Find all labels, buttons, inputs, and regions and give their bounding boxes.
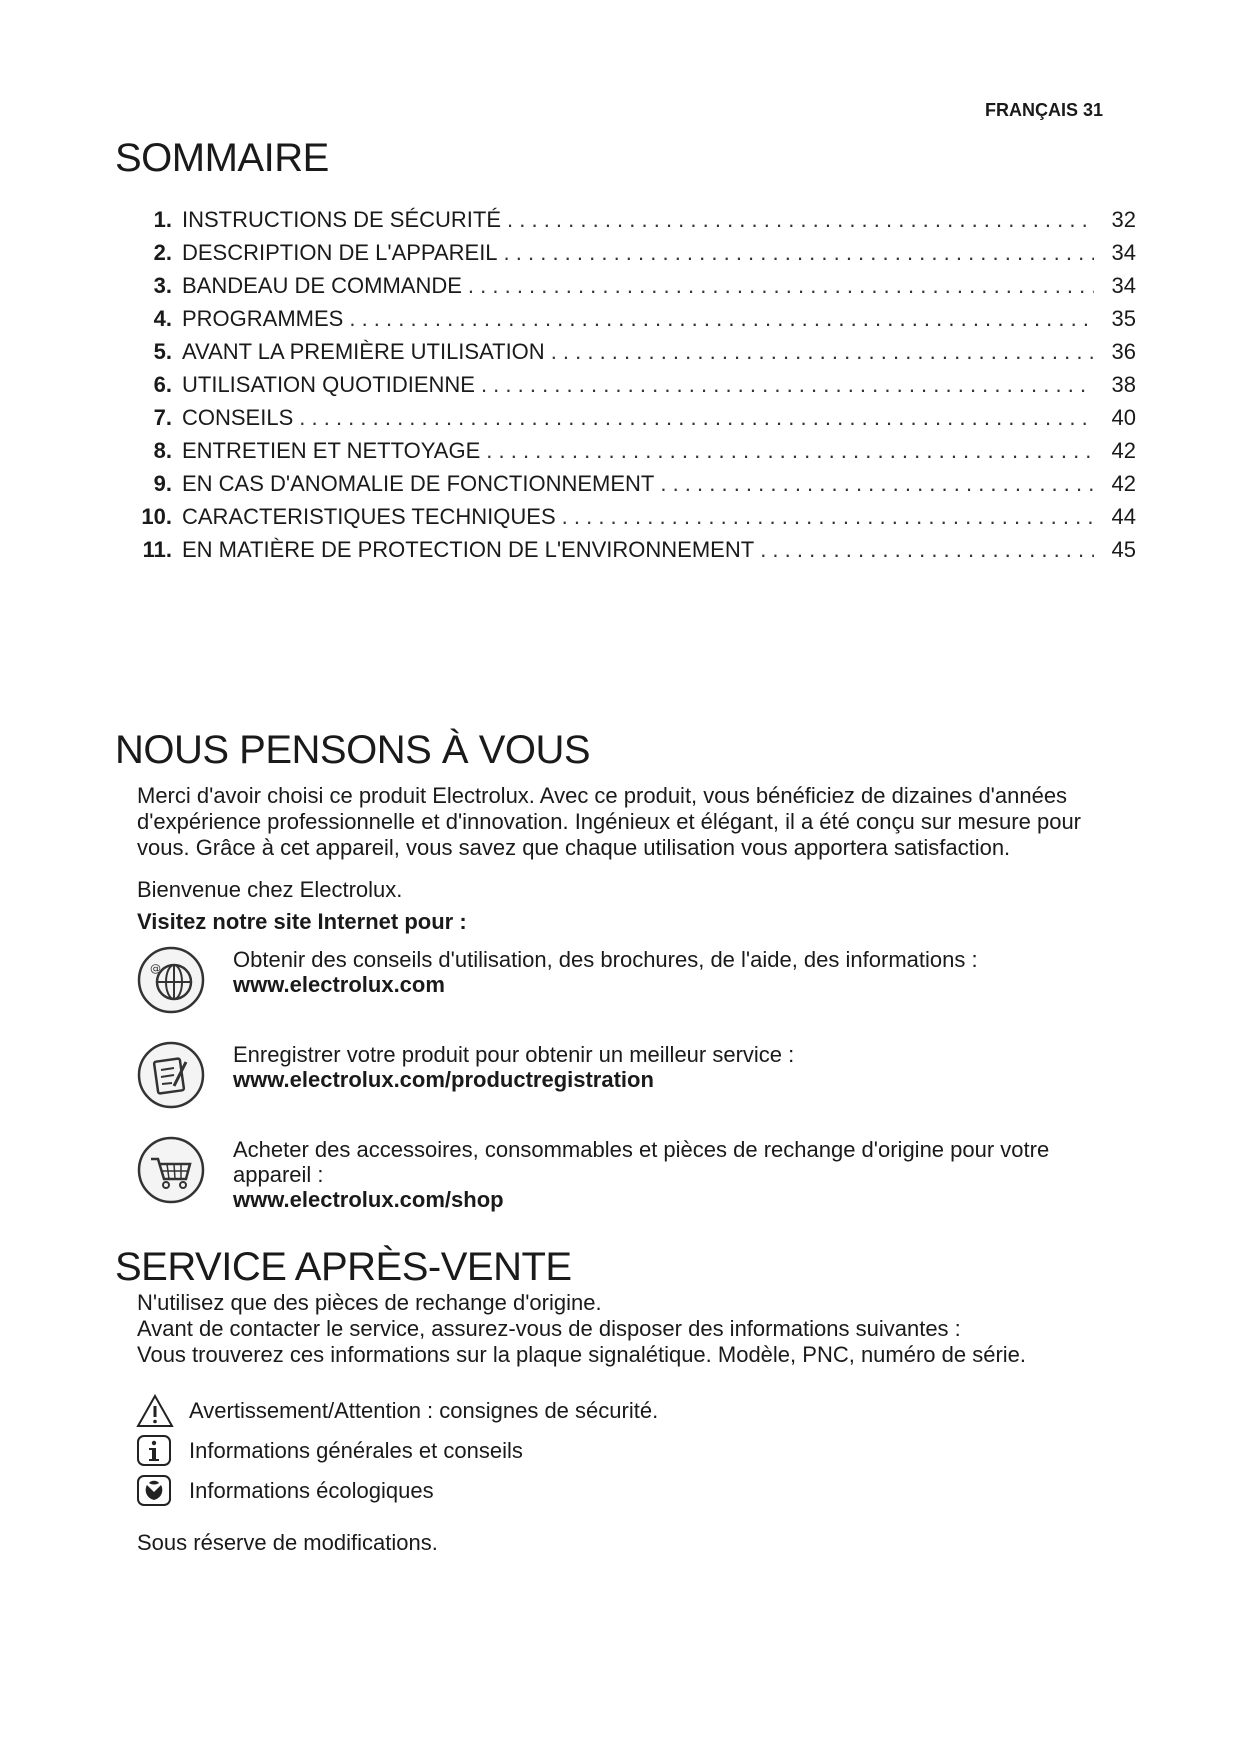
- website-links: [136, 945, 1136, 1230]
- toc-number: 1.: [153, 207, 172, 232]
- link-item-registration: [136, 1040, 1136, 1135]
- link-description: Acheter des accessoires, consommables et pièces de rechange d'origine pour votre appareil :: [233, 1137, 1050, 1187]
- toc-leader-dots: [486, 434, 1094, 467]
- toc-number: 3.: [153, 273, 172, 298]
- toc-label: ENTRETIEN ET NETTOYAGE: [182, 438, 481, 463]
- toc-number: 11.: [142, 537, 172, 562]
- about-section: [137, 783, 1137, 951]
- toc-number: 2.: [153, 240, 172, 265]
- toc-page-number: 36: [1111, 339, 1136, 364]
- legend-text: Avertissement/Attention : consignes de sécurité.: [189, 1398, 659, 1423]
- toc-label: INSTRUCTIONS DE SÉCURITÉ: [182, 207, 502, 232]
- intro-paragraph: Merci d'avoir choisi ce produit Electrolux. Avec ce produit, vous bénéficiez de dizaines d'années d'expérience professionnelle et d'innovation. Ingénieux et élégant, il a été conçu sur mesure pour vous. Grâce à cet appareil, vous savez que chaque utilisation vous apportera satisfaction.: [137, 783, 1082, 860]
- toc-page-number: 42: [1111, 438, 1136, 463]
- website-link[interactable]: www.electrolux.com: [233, 972, 445, 997]
- legend-item-eco: [136, 1474, 1036, 1514]
- about-title: NOUS PENSONS À VOUS: [115, 728, 591, 772]
- toc-number: 10.: [141, 504, 172, 529]
- toc-page-number: 38: [1111, 372, 1136, 397]
- toc-label: EN MATIÈRE DE PROTECTION DE L'ENVIRONNEMENT: [182, 537, 755, 562]
- shop-link[interactable]: www.electrolux.com/shop: [233, 1187, 504, 1212]
- toc-number: 4.: [153, 306, 172, 331]
- toc-page-number: 42: [1111, 471, 1136, 496]
- link-item-shop: [136, 1135, 1136, 1230]
- toc-label: AVANT LA PREMIÈRE UTILISATION: [182, 339, 545, 364]
- legend-item-warning: [136, 1394, 1036, 1434]
- toc-leader-dots: [551, 335, 1094, 368]
- globe-icon: [136, 945, 206, 1015]
- toc-leader-dots: [760, 533, 1094, 566]
- link-item-support: [136, 945, 1136, 1040]
- toc-title: SOMMAIRE: [115, 136, 329, 180]
- toc-label: DESCRIPTION DE L'APPAREIL: [182, 240, 498, 265]
- visit-heading: Visitez notre site Internet pour :: [137, 909, 467, 934]
- toc-number: 5.: [153, 339, 172, 364]
- toc-leader-dots: [660, 467, 1094, 500]
- toc-leader-dots: [299, 401, 1094, 434]
- toc-page-number: 32: [1111, 207, 1136, 232]
- warning-icon: [136, 1394, 174, 1428]
- page-header: FRANÇAIS 31: [984, 100, 1103, 120]
- toc-label: CONSEILS: [182, 405, 294, 430]
- info-icon: [136, 1434, 174, 1468]
- toc-item[interactable]: [130, 500, 1136, 533]
- disclaimer: Sous réserve de modifications.: [137, 1530, 438, 1555]
- legend-item-info: [136, 1434, 1036, 1474]
- toc-leader-dots: [349, 302, 1094, 335]
- registration-link[interactable]: www.electrolux.com/productregistration: [233, 1067, 654, 1092]
- svg-text:@: @: [150, 962, 161, 975]
- toc-label: UTILISATION QUOTIDIENNE: [182, 372, 475, 397]
- registration-icon: [136, 1040, 206, 1110]
- toc-label: BANDEAU DE COMMANDE: [182, 273, 462, 298]
- service-line: Vous trouverez ces informations sur la plaque signalétique. Modèle, PNC, numéro de série.: [137, 1342, 1027, 1367]
- toc-leader-dots: [468, 269, 1094, 302]
- legend-text: Informations écologiques: [189, 1478, 434, 1503]
- toc-page-number: 34: [1111, 273, 1136, 298]
- toc-label: PROGRAMMES: [182, 306, 344, 331]
- toc-item[interactable]: [130, 269, 1136, 302]
- toc-item[interactable]: [130, 467, 1136, 500]
- toc-number: 6.: [153, 372, 172, 397]
- toc-page-number: 44: [1111, 504, 1136, 529]
- toc-leader-dots: [562, 500, 1094, 533]
- toc-item[interactable]: [130, 335, 1136, 368]
- toc-leader-dots: [504, 236, 1094, 269]
- shopping-cart-icon: [136, 1135, 206, 1205]
- toc-item[interactable]: [130, 401, 1136, 434]
- toc-number: 7.: [153, 405, 172, 430]
- eco-icon: [136, 1474, 174, 1508]
- toc-label: EN CAS D'ANOMALIE DE FONCTIONNEMENT: [182, 471, 655, 496]
- toc-leader-dots: [481, 368, 1094, 401]
- toc-item[interactable]: [130, 368, 1136, 401]
- table-of-contents: [130, 203, 1136, 566]
- toc-item[interactable]: [130, 533, 1136, 566]
- link-description: Enregistrer votre produit pour obtenir un meilleur service :: [233, 1042, 795, 1067]
- service-line: N'utilisez que des pièces de rechange d'origine.: [137, 1290, 602, 1315]
- toc-page-number: 40: [1111, 405, 1136, 430]
- toc-number: 8.: [153, 438, 172, 463]
- toc-page-number: 34: [1111, 240, 1136, 265]
- toc-label: CARACTERISTIQUES TECHNIQUES: [182, 504, 556, 529]
- symbol-legend: [136, 1394, 1036, 1514]
- service-section: [137, 1290, 1137, 1368]
- toc-page-number: 35: [1111, 306, 1136, 331]
- link-description: Obtenir des conseils d'utilisation, des brochures, de l'aide, des informations :: [233, 947, 978, 972]
- legend-text: Informations générales et conseils: [189, 1438, 523, 1463]
- toc-item[interactable]: [130, 434, 1136, 467]
- toc-item[interactable]: [130, 236, 1136, 269]
- welcome-text: Bienvenue chez Electrolux.: [137, 877, 403, 902]
- toc-item[interactable]: [130, 302, 1136, 335]
- service-title: SERVICE APRÈS-VENTE: [115, 1245, 572, 1289]
- toc-item[interactable]: [130, 203, 1136, 236]
- toc-leader-dots: [507, 203, 1094, 236]
- service-line: Avant de contacter le service, assurez-vous de disposer des informations suivantes :: [137, 1316, 961, 1341]
- toc-number: 9.: [153, 471, 172, 496]
- toc-page-number: 45: [1111, 537, 1136, 562]
